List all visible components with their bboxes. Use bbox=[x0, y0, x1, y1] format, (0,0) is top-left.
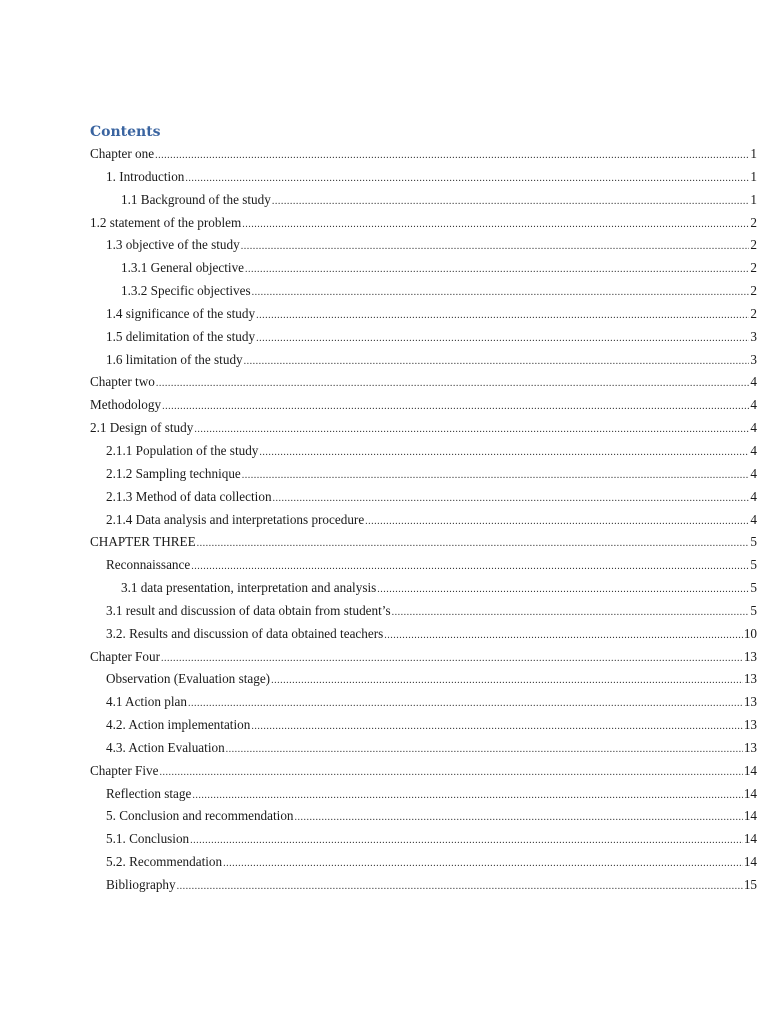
toc-entry[interactable] bbox=[90, 600, 757, 623]
toc-entry[interactable] bbox=[90, 509, 757, 532]
toc-dot-leader bbox=[244, 351, 750, 374]
toc-entry-label[interactable]: 2.1.4 Data analysis and interpretations procedure bbox=[106, 511, 365, 527]
toc-entry[interactable] bbox=[90, 349, 757, 372]
toc-entry[interactable] bbox=[90, 668, 757, 691]
toc-dot-leader bbox=[242, 465, 750, 488]
toc-entry-page-number[interactable]: 13 bbox=[743, 739, 757, 755]
toc-entry-page-number[interactable]: 4 bbox=[750, 488, 757, 504]
toc-entry-page-number[interactable]: 5 bbox=[750, 534, 757, 550]
toc-entry[interactable] bbox=[90, 828, 757, 851]
toc-dot-leader bbox=[162, 396, 749, 419]
toc-dot-leader bbox=[177, 876, 743, 899]
toc-entry-page-number[interactable]: 1 bbox=[750, 191, 757, 207]
toc-entry-label[interactable]: Chapter two bbox=[90, 374, 155, 390]
toc-entry-label[interactable]: Reconnaissance bbox=[106, 557, 191, 573]
toc-entry-label[interactable]: 1.6 limitation of the study bbox=[106, 351, 243, 367]
toc-entry[interactable] bbox=[90, 623, 757, 646]
toc-entry-page-number[interactable]: 5 bbox=[750, 580, 757, 596]
toc-entry[interactable] bbox=[90, 577, 757, 600]
toc-entry-label[interactable]: 1.3 objective of the study bbox=[106, 237, 240, 253]
toc-entry-page-number[interactable]: 14 bbox=[743, 808, 757, 824]
toc-entry[interactable] bbox=[90, 531, 757, 554]
toc-entry-page-number[interactable]: 1 bbox=[750, 146, 757, 161]
toc-dot-leader bbox=[295, 807, 743, 830]
toc-entry-label[interactable]: 2.1.1 Population of the study bbox=[106, 442, 259, 458]
toc-entry-label[interactable]: Bibliography bbox=[106, 877, 176, 892]
table-of-contents bbox=[90, 143, 757, 897]
toc-entry-page-number[interactable]: 2 bbox=[750, 283, 757, 299]
toc-entry-page-number[interactable]: 4 bbox=[750, 465, 757, 481]
toc-entry[interactable] bbox=[90, 303, 757, 326]
toc-entry[interactable] bbox=[90, 691, 757, 714]
toc-dot-leader bbox=[192, 785, 742, 808]
toc-entry-page-number[interactable]: 4 bbox=[750, 374, 757, 390]
toc-entry-page-number[interactable]: 2 bbox=[750, 214, 757, 230]
toc-entry-label[interactable]: 5.1. Conclusion bbox=[106, 831, 190, 847]
toc-dot-leader bbox=[156, 373, 750, 396]
toc-entry-page-number[interactable]: 4 bbox=[750, 420, 757, 436]
toc-dot-leader bbox=[377, 579, 749, 602]
toc-entry-page-number[interactable]: 3 bbox=[750, 351, 757, 367]
toc-dot-leader bbox=[365, 511, 749, 534]
toc-entry-label[interactable]: 3.2. Results and discussion of data obtained teachers bbox=[106, 625, 384, 641]
toc-entry-label[interactable]: Methodology bbox=[90, 397, 162, 413]
toc-entry[interactable] bbox=[90, 463, 757, 486]
toc-dot-leader bbox=[155, 145, 749, 168]
toc-entry[interactable] bbox=[90, 554, 757, 577]
toc-entry[interactable] bbox=[90, 646, 757, 669]
toc-entry-label[interactable]: 1. Introduction bbox=[106, 168, 185, 184]
toc-entry-label[interactable]: 4.3. Action Evaluation bbox=[106, 739, 225, 755]
toc-entry-page-number[interactable]: 15 bbox=[743, 877, 757, 892]
toc-entry-label[interactable]: Observation (Evaluation stage) bbox=[106, 671, 271, 687]
toc-dot-leader bbox=[242, 214, 749, 237]
toc-entry-page-number[interactable]: 4 bbox=[750, 442, 757, 458]
toc-entry[interactable] bbox=[90, 234, 757, 257]
toc-dot-leader bbox=[226, 739, 743, 762]
toc-entry[interactable] bbox=[90, 143, 757, 166]
toc-entry-page-number[interactable]: 5 bbox=[750, 602, 757, 618]
toc-dot-leader bbox=[191, 556, 749, 579]
toc-entry-page-number[interactable]: 13 bbox=[743, 671, 757, 687]
toc-entry[interactable] bbox=[90, 417, 757, 440]
toc-entry[interactable] bbox=[90, 257, 757, 280]
toc-dot-leader bbox=[384, 625, 743, 648]
toc-entry-label[interactable]: 2.1.2 Sampling technique bbox=[106, 465, 241, 481]
toc-entry-label[interactable]: 4.1 Action plan bbox=[106, 694, 187, 710]
toc-entry[interactable] bbox=[90, 486, 757, 509]
toc-entry-page-number[interactable]: 2 bbox=[750, 237, 757, 253]
toc-dot-leader bbox=[271, 670, 743, 693]
toc-entry-page-number[interactable]: 1 bbox=[750, 168, 757, 184]
toc-dot-leader bbox=[190, 830, 743, 853]
toc-entry[interactable] bbox=[90, 783, 757, 806]
toc-entry-page-number[interactable]: 10 bbox=[743, 625, 757, 641]
toc-dot-leader bbox=[194, 419, 749, 442]
toc-dot-leader bbox=[392, 602, 750, 625]
toc-entry[interactable] bbox=[90, 280, 757, 303]
toc-dot-leader bbox=[160, 762, 743, 785]
toc-entry-label[interactable]: 1.4 significance of the study bbox=[106, 305, 256, 321]
toc-entry-page-number[interactable]: 4 bbox=[750, 397, 757, 413]
toc-entry-label[interactable]: Chapter Four bbox=[90, 648, 160, 664]
toc-entry[interactable] bbox=[90, 326, 757, 349]
toc-heading: Contents bbox=[90, 124, 161, 140]
toc-entry-label[interactable]: 2.1 Design of study bbox=[90, 420, 194, 436]
toc-entry-page-number[interactable]: 2 bbox=[750, 260, 757, 276]
toc-entry[interactable] bbox=[90, 714, 757, 737]
toc-dot-leader bbox=[161, 648, 743, 671]
toc-entry-label[interactable]: 1.2 statement of the problem bbox=[90, 214, 242, 230]
toc-entry-label[interactable]: 1.5 delimitation of the study bbox=[106, 328, 256, 344]
toc-entry-page-number[interactable]: 14 bbox=[743, 854, 757, 870]
toc-dot-leader bbox=[259, 442, 749, 465]
toc-entry-page-number[interactable]: 14 bbox=[743, 762, 757, 778]
toc-dot-leader bbox=[197, 533, 750, 556]
toc-entry-page-number[interactable]: 3 bbox=[750, 328, 757, 344]
toc-entry-label[interactable]: 2.1.3 Method of data collection bbox=[106, 488, 272, 504]
toc-entry[interactable] bbox=[90, 440, 757, 463]
toc-dot-leader bbox=[272, 191, 750, 214]
toc-dot-leader bbox=[251, 716, 743, 739]
toc-dot-leader bbox=[252, 282, 750, 305]
toc-dot-leader bbox=[256, 328, 749, 351]
toc-dot-leader bbox=[273, 488, 750, 511]
toc-entry[interactable] bbox=[90, 805, 757, 828]
toc-entry[interactable] bbox=[90, 394, 757, 417]
toc-entry-label[interactable]: 5. Conclusion and recommendation bbox=[106, 808, 294, 824]
toc-entry-label[interactable]: 4.2. Action implementation bbox=[106, 717, 251, 733]
toc-entry-page-number[interactable]: 2 bbox=[750, 305, 757, 321]
toc-entry-label[interactable]: Reflection stage bbox=[106, 785, 192, 801]
toc-entry[interactable] bbox=[90, 851, 757, 874]
toc-entry[interactable] bbox=[90, 760, 757, 783]
toc-entry[interactable] bbox=[90, 189, 757, 212]
toc-entry-page-number[interactable]: 13 bbox=[743, 717, 757, 733]
toc-entry[interactable] bbox=[90, 212, 757, 235]
toc-entry-page-number[interactable]: 13 bbox=[743, 648, 757, 664]
toc-entry-label[interactable]: Chapter one bbox=[90, 146, 155, 161]
toc-entry[interactable] bbox=[90, 371, 757, 394]
toc-entry-label[interactable]: 1.3.2 Specific objectives bbox=[121, 283, 251, 299]
toc-entry[interactable] bbox=[90, 874, 757, 897]
toc-entry-page-number[interactable]: 14 bbox=[743, 831, 757, 847]
toc-dot-leader bbox=[241, 236, 750, 259]
toc-entry-label[interactable]: 1.3.1 General objective bbox=[121, 260, 245, 276]
toc-entry[interactable] bbox=[90, 166, 757, 189]
toc-entry[interactable] bbox=[90, 737, 757, 760]
toc-entry-label[interactable]: Chapter Five bbox=[90, 762, 159, 778]
toc-entry-label[interactable]: 1.1 Background of the study bbox=[121, 191, 271, 207]
toc-dot-leader bbox=[185, 168, 749, 191]
toc-dot-leader bbox=[223, 853, 743, 876]
toc-dot-leader bbox=[256, 305, 749, 328]
toc-dot-leader bbox=[245, 259, 749, 282]
toc-entry-page-number[interactable]: 14 bbox=[743, 785, 757, 801]
toc-entry-label[interactable]: 5.2. Recommendation bbox=[106, 854, 223, 870]
toc-entry-label[interactable]: 3.1 result and discussion of data obtain from student’s bbox=[106, 602, 391, 618]
toc-entry-page-number[interactable]: 13 bbox=[743, 694, 757, 710]
toc-entry-page-number[interactable]: 4 bbox=[750, 511, 757, 527]
toc-entry-label[interactable]: 3.1 data presentation, interpretation and analysis bbox=[121, 580, 377, 596]
toc-entry-page-number[interactable]: 5 bbox=[750, 557, 757, 573]
toc-entry-label[interactable]: CHAPTER THREE bbox=[90, 534, 196, 550]
toc-dot-leader bbox=[188, 693, 743, 716]
